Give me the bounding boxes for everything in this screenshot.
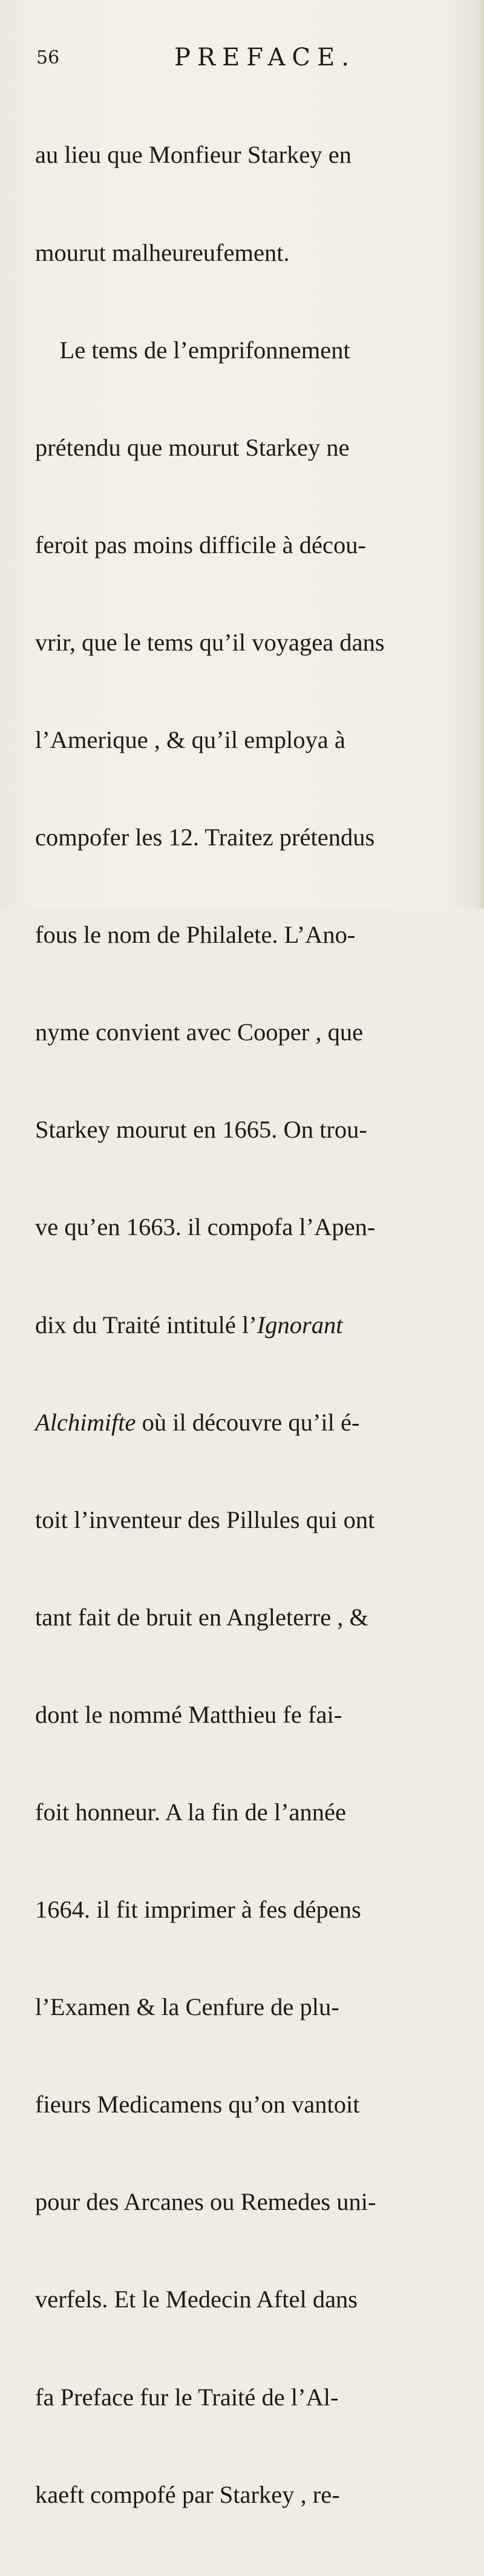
- text-line: Starkey mourut en 1665. On trou-: [35, 1116, 367, 1144]
- italic-title-word: Alchimifte: [35, 1408, 136, 1436]
- text-line: fieurs Medicamens qu’on vantoit: [35, 2091, 360, 2119]
- text-line: toit l’inventeur des Pillules qui ont: [35, 1506, 375, 1533]
- text-line: verfels. Et le Medecin Aftel dans: [35, 2286, 358, 2313]
- text-line: nyme convient avec Cooper , que: [35, 1018, 364, 1046]
- text-line: foit honneur. A la fin de l’année: [35, 1798, 346, 1826]
- page-number: 56: [36, 47, 60, 68]
- italic-title-word: Ignorant: [257, 1311, 343, 1339]
- text-line: compofer les 12. Traitez prétendus: [35, 824, 375, 851]
- page-header: [36, 44, 460, 74]
- text-line: l’Amerique , & qu’il employa à: [35, 726, 345, 753]
- running-title: PREFACE.: [174, 44, 356, 71]
- text-line: mourut malheureufement.: [35, 238, 290, 266]
- text-line: l’Examen & la Cenfure de plu-: [35, 1993, 339, 2021]
- text-line: dont le nommé Matthieu fe fai-: [35, 1700, 342, 1728]
- text-line: au lieu que Monfieur Starkey en: [35, 141, 352, 169]
- text-line: tant fait de bruit en Angleterre , &: [35, 1603, 369, 1631]
- text-line: Alchimifte où il découvre qu’il é-: [35, 1408, 360, 1436]
- text-line: feroit pas moins difficile à décou-: [35, 531, 366, 559]
- text-line: kaeft compofé par Starkey , re-: [35, 2480, 340, 2508]
- text-line: fa Preface fur le Traité de l’Al-: [35, 2383, 339, 2411]
- text-line: pour des Arcanes ou Remedes uni-: [35, 2188, 376, 2216]
- text-line: fous le nom de Philalete. L’Ano-: [35, 921, 356, 949]
- text-line: dix du Traité intitulé l’Ignorant: [35, 1311, 343, 1339]
- text-line: Le tems de l’emprifonnement: [59, 336, 350, 364]
- text-line: 1664. il fit imprimer à fes dépens: [35, 1896, 361, 1924]
- text-line: ve qu’en 1663. il compofa l’Apen-: [35, 1213, 376, 1241]
- text-line: prétendu que mourut Starkey ne: [35, 433, 350, 461]
- body-text: [35, 74, 483, 2576]
- text-line: vrir, que le tems qu’il voyagea dans: [35, 628, 385, 656]
